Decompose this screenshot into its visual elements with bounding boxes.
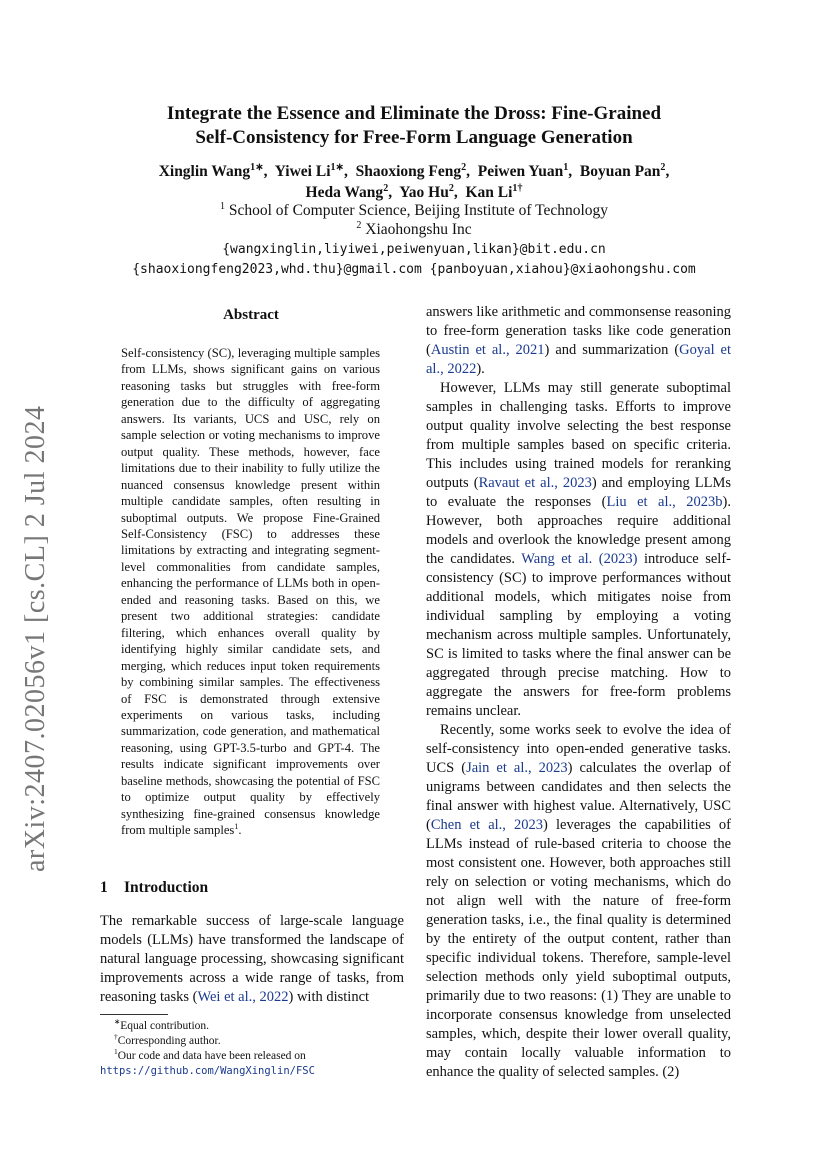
author-mark: 2 — [383, 182, 389, 194]
paragraph-text: ) calculates the overlap of unigrams between candidates and then selects the final answer with highest value. Alternatively, USC ( — [426, 760, 731, 833]
footnote-text: Corresponding author. — [117, 1035, 221, 1047]
author-name: Yao Hu — [399, 184, 449, 201]
affiliation-mark: 2 — [356, 219, 362, 231]
citation-link[interactable]: Austin et al., 2021 — [430, 342, 545, 358]
introduction-paragraph — [100, 912, 404, 1007]
section-number: 1 — [100, 879, 108, 896]
author-list — [0, 161, 828, 203]
footnote-equal-contribution — [100, 1019, 406, 1034]
author-name: Kan Li — [465, 184, 513, 201]
affiliation-text: School of Computer Science, Beijing Institute of Technology — [228, 202, 609, 219]
footnote-mark: 1 — [234, 821, 239, 831]
affiliation-text: Xiaohongshu Inc — [365, 221, 472, 238]
footnote-mark: † — [114, 1032, 118, 1042]
author-name: Heda Wang — [305, 184, 384, 201]
author-mark: 2 — [660, 161, 666, 173]
author-name: Yiwei Li — [274, 163, 331, 180]
paragraph-text: ) and employing LLMs to evaluate the responses ( — [426, 475, 731, 510]
paragraph — [426, 721, 731, 1082]
section-heading-introduction — [100, 879, 208, 897]
paragraph — [426, 379, 731, 721]
code-url-link[interactable]: https://github.com/WangXinglin/FSC — [100, 1065, 315, 1077]
citation-link[interactable]: Liu et al., 2023b — [606, 494, 723, 510]
right-column — [426, 303, 731, 1082]
footnote-text: Our code and data have been released on — [117, 1050, 306, 1062]
paragraph-text: The remarkable success of large-scale language models (LLMs) have transformed the landscape of natural language processing, showcasing significant improvements across a wide range of tasks, from reasoning tasks ( — [100, 913, 404, 1005]
affiliation-1 — [0, 201, 828, 221]
footnote-mark: 1 — [114, 1047, 118, 1057]
author-line-2: Heda Wang$^2$, Yao Hu$^2$, Kan $Li^{1\dagger}$ — [305, 182, 523, 201]
author-name: Peiwen Yuan — [477, 163, 564, 180]
paragraph-text: introduce self-consistency (SC) to improve performances without additional models, which mitigates noise from individual sampling by employing a voting mechanism across multiple samples. Unfortunately, SC is limited to tasks where the final answer can be aggregated through precise matching. How to aggregate the answers for free-form problems remains unclear. — [426, 551, 731, 719]
author-mark: 1† — [512, 182, 523, 194]
author-mark: 1∗ — [250, 161, 264, 173]
author-mark: 2 — [448, 182, 454, 194]
paper-title — [0, 102, 828, 150]
footnotes — [100, 1019, 406, 1079]
paragraph-text: ) with distinct — [288, 989, 370, 1005]
paragraph-text: Recently, some works seek to evolve the idea of self-consistency into open-ended generative tasks. UCS ( — [426, 722, 731, 776]
title-line-2: Self-Consistency for Free-Form Language Generation — [195, 127, 633, 148]
title-line-1: Integrate the Essence and Eliminate the Dross: Fine-Grained — [166, 103, 662, 124]
abstract-heading: Abstract — [223, 307, 279, 323]
citation-link[interactable]: Goyal et al., 2022 — [426, 342, 732, 377]
affiliation-2 — [0, 220, 828, 240]
paragraph-text: ). — [476, 361, 485, 377]
arxiv-identifier: arXiv:2407.02056v1 [cs.CL] 2 Jul 2024 — [20, 405, 51, 872]
author-mark: 1 — [563, 161, 569, 173]
citation-link[interactable]: Jain et al., 2023 — [466, 760, 568, 776]
paragraph-text: answers like arithmetic and commonsense reasoning to free-form generation tasks like code generation ( — [426, 304, 731, 358]
section-title: Introduction — [124, 879, 209, 896]
paragraph-text: ). However, both approaches require additional models and overlook the knowledge present among the candidates. — [426, 494, 731, 567]
abstract-body: Self-consistency (SC), leveraging multiple samples from LLMs, shows significant gains on various reasoning tasks but struggles with free-form generation due to the difficulty of aggregating answers. Its variants, UCS and USC, rely on sample selection or voting mechanisms to improve output quality. These methods, however, face limitations due to their inability to fully utilize the nuanced consensus knowledge present within multiple candidate samples, often resulting in suboptimal outputs. We propose Fine-Grained Self-Consistency (FSC) to addresses these limitations by extracting and integrating segment-level commonalities from candidate samples, enhancing the performance of LLMs both in open-ended and reasoning tasks. Based on this, we present two additional strategies: candidate filtering, which enhances overall quality by identifying highly similar candidate sets, and merging, which reduces input token requirements by combining similar samples. The effectiveness of FSC is demonstrated through extensive experiments on various tasks, including summarization, code generation, and mathematical reasoning, using GPT-3.5-turbo and GPT-4. The results indicate significant improvements over baseline methods, showcasing the potential of FSC to optimize output quality by effectively synthesizing fine-grained consensus knowledge from multiple samples$^1$. — [121, 346, 380, 838]
paragraph-text: ) and summarization ( — [544, 342, 680, 358]
footnote-corresponding — [100, 1034, 406, 1049]
paragraph-text: ) leverages the capabilities of LLMs instead of rule-based criteria to choose the most consistent one. However, both approaches still rely on selection or voting mechanisms, which do not align well with the nature of free-form generation tasks, i.e., the final quality is determined by the entirety of the output content, rather than specific individual tokens. Therefore, sample-level selection methods only yield suboptimal outputs, primarily due to two reasons: (1) They are unable to incorporate consensus knowledge from unselected samples, which, despite their lower overall quality, may contain locally valuable information to enhance the quality of selected samples. (2) — [426, 817, 731, 1080]
citation-link[interactable]: Chen et al., 2023 — [430, 817, 544, 833]
citation-link[interactable]: Wei et al., 2022 — [197, 989, 289, 1005]
author-name: Shaoxiong Feng — [355, 163, 462, 180]
author-name: Boyuan Pan — [579, 163, 661, 180]
abstract-text: Self-consistency (SC), leveraging multiple samples from LLMs, shows significant gains on various reasoning tasks but struggles with free-form generation due to the difficulty of aggregating answers. Its variants, UCS and USC, rely on sample selection or voting mechanisms to improve output quality. These methods, however, face limitations due to their inability to fully utilize the nuanced consensus knowledge present within multiple candidate samples, often resulting in suboptimal outputs. We propose Fine-Grained Self-Consistency (FSC) to addresses these limitations by extracting and integrating segment-level commonalities from candidate samples, enhancing the performance of LLMs both in open-ended and reasoning tasks. Based on this, we present two additional strategies: candidate filtering, which enhances overall quality by identifying highly similar candidate sets, and merging, which reduces input token requirements by combining similar samples. The effectiveness of FSC is demonstrated through extensive experiments on various tasks, including summarization, code generation, and mathematical reasoning, using GPT-3.5-turbo and GPT-4. The results indicate significant improvements over baseline methods, showcasing the potential of FSC to optimize output quality by effectively synthesizing fine-grained consensus knowledge from multiple samples — [121, 346, 380, 838]
paragraph-continued — [426, 303, 731, 379]
paragraph-text: However, LLMs may still generate suboptimal samples in challenging tasks. Efforts to improve output quality involve selecting the best response from multiple samples based on specific criteria. This includes using trained models for reranking outputs ( — [426, 380, 731, 491]
footnote-mark: ∗ — [114, 1017, 121, 1027]
footnote-code-release — [100, 1049, 406, 1079]
email-line-1: {wangxinglin,liyiwei,peiwenyuan,likan}@bit.edu.cn — [222, 242, 606, 257]
author-mark: 2 — [461, 161, 467, 173]
footnote-text: Equal contribution. — [120, 1020, 210, 1032]
author-name: Xinglin Wang — [158, 163, 251, 180]
footnote-divider — [100, 1014, 168, 1015]
author-line-1: Xinglin Wang$^{1∗}$, Yiwei $Li^{1∗}$, Shaoxiong Feng$^2$, Peiwen Yuan$^1$, Boyuan Pan$^2$, — [158, 161, 670, 180]
email-line-2: {shaoxiongfeng2023,whd.thu}@gmail.com {panboyuan,xiahou}@xiaohongshu.com — [132, 262, 696, 277]
citation-link[interactable]: Wang et al. (2023) — [521, 551, 638, 567]
citation-link[interactable]: Ravaut et al., 2023 — [478, 475, 592, 491]
author-mark: 1∗ — [330, 161, 344, 173]
affiliation-mark: 1 — [219, 200, 225, 212]
